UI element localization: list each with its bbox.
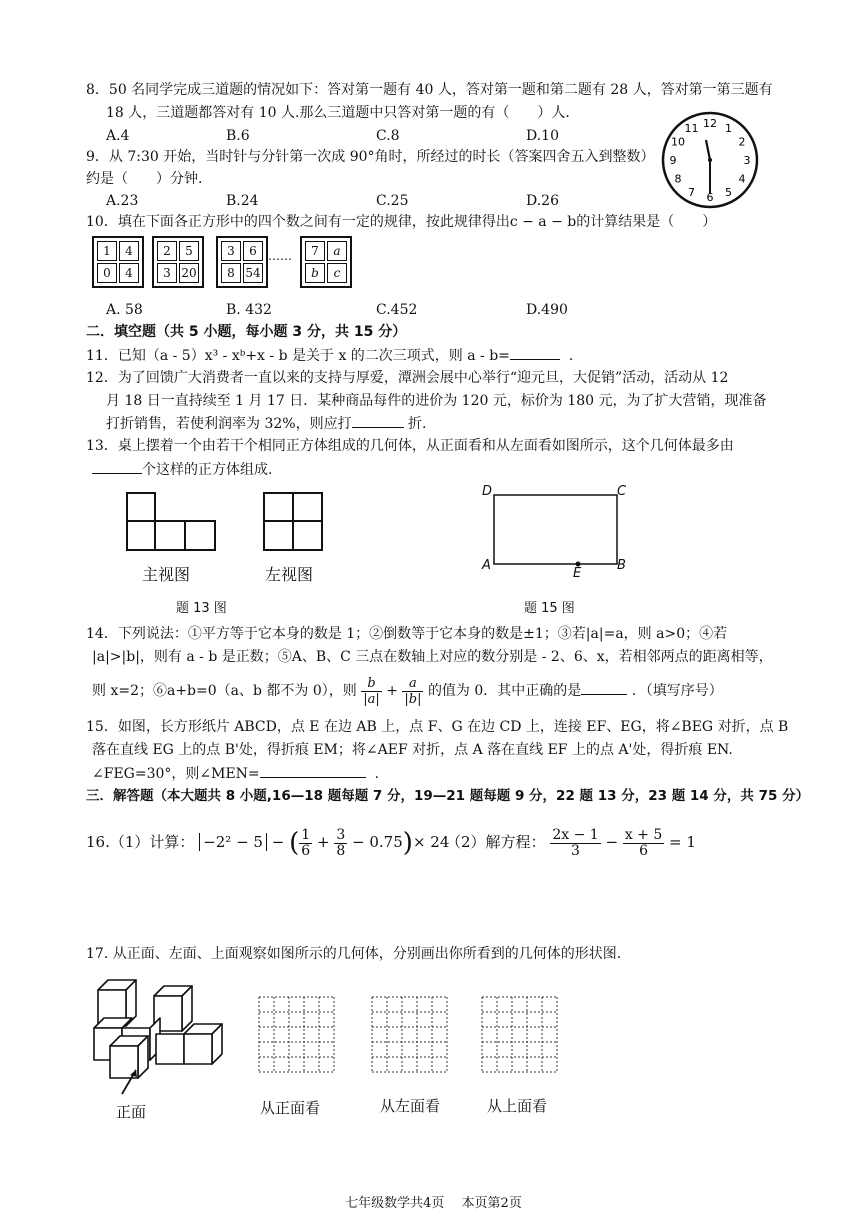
q10-line1: 10．填在下面各正方形中的四个数之间有一定的规律，按此规律得出c − a − b的计算结果是（ ） [86,214,717,230]
q12-line3-end: 折. [408,416,427,432]
fig15-label-b: B [617,558,626,573]
q17-grid-left-label: 从左面看 [380,1097,441,1115]
q10-square-cell: 7 [305,241,325,261]
q13-line2-text: 个这样的正方体组成. [142,462,273,478]
q8-option-b: B.6 [226,128,250,144]
q17-line1: 17. 从正面、左面、上面观察如图所示的几何体，分别画出你所看到的几何体的形状图. [86,946,622,962]
q10-option-d: D.490 [526,302,568,318]
q13-line2 [92,459,272,480]
q10-square-cell: 6 [243,241,263,261]
q14-answer-blank[interactable] [581,680,627,695]
q17-grid-top[interactable] [480,995,560,1075]
q16-eq-minus: − [605,833,619,851]
q16-eq-rhs: = 1 [669,833,696,851]
clock-number: 12 [703,117,717,130]
q15-line3-stem: ∠FEG=30°，则∠MEN= [92,766,260,782]
q13-front-view [126,492,218,552]
q17-grid-top-label: 从上面看 [487,1097,548,1115]
q16-part1-label: 16.（1）计算： [86,833,195,851]
q17-front-arrow-label: 正面 [116,1103,147,1121]
q17-grid-front[interactable] [257,995,337,1075]
q9-option-c: C.25 [376,193,409,209]
q13-figure-caption: 题 13 图 [176,601,227,616]
q15-rectangle-figure [480,480,630,590]
q10-square-cell: b [305,263,325,283]
q8-option-c: C.8 [376,128,400,144]
section-solve-heading: 三．解答题（本大题共 8 小题,16—18 题每题 7 分，19—21 题每题 9 分，22 题 13 分，23 题 14 分，共 75 分） [86,788,810,804]
q13-line1: 13．桌上摆着一个由若干个相同正方体组成的几何体，从正面看和从左面看如图所示，这个几何体最多由 [86,438,734,454]
q14-fraction-b-over-abs-a [361,676,382,707]
clock-number: 3 [743,154,751,167]
q8-option-a: A.4 [106,128,130,144]
q8-line1: 8．50 名同学完成三道题的情况如下：答对第一题有 40 人，答对第一题和第二题有 28 人，答对第一第三题有 [86,82,773,98]
q17-solid-figure [84,976,244,1096]
q10-square-cell: 3 [221,241,241,261]
q17-grid-front-label: 从正面看 [260,1099,321,1117]
q16-part2 [446,822,696,862]
section-fill-blank-heading: 二．填空题（共 5 小题，每小题 3 分，共 15 分） [86,324,407,340]
q11-end: . [568,348,574,364]
q15-line2: 落在直线 EG 上的点 B'处，得折痕 EM；将∠AEF 对折，点 A 落在直线 EF 上的点 A'处，得折痕 EN. [92,742,733,758]
clock-number: 9 [669,154,677,167]
page-footer: 七年级数学共4页 本页第2页 [345,1196,522,1211]
clock-number: 4 [738,172,746,186]
q15-line1: 15．如图，长方形纸片 ABCD，点 E 在边 AB 上，点 F、G 在边 CD 上，连接 EF、EG，将∠BEG 对折，点 B [86,719,789,735]
q10-square-cell: 4 [119,263,139,283]
q12-line2: 月 18 日一直持续至 1 月 17 日．某种商品每件的进价为 120 元，标价为 180 元，为了扩大营销，现准备 [106,393,767,409]
q9-option-b: B.24 [226,193,259,209]
q16-g2-numerator: x + 5 [624,826,663,843]
q9-line2: 约是（ ）分钟. [86,171,203,187]
q8-line2: 18 人，三道题都答对有 10 人.那么三道题中只答对第一题的有（ ）人. [106,105,570,121]
q16-minus: − [271,833,285,851]
q16-fraction-3-8 [334,828,347,859]
clock-number: 5 [725,186,732,199]
q13-answer-blank[interactable] [92,459,142,474]
q14-plus: + [386,683,398,699]
q10-option-a: A. 58 [106,302,143,318]
q14-line3-mid: 的值为 0．其中正确的是 [427,683,582,699]
q9-option-a: A.23 [106,193,139,209]
q16-abs-expression: −2² − 5 [199,833,267,851]
clock-number: 7 [688,186,695,199]
q8-option-d: D.10 [526,128,559,144]
q10-square [92,236,144,288]
fig15-label-d: D [482,484,493,499]
q12-answer-blank[interactable] [352,413,404,428]
q16-part2-label: （2）解方程： [446,833,546,851]
q12-line1: 12．为了回馈广大消费者一直以来的支持与厚爱，潭洲会展中心举行“迎元旦，大促销”活动，活动从 12 [86,370,729,386]
q16-part1 [86,822,449,863]
q16-g2-denominator: 6 [639,842,648,859]
q16-eq-fraction-2 [623,828,664,859]
q15-line3 [92,763,379,784]
q16-f1-denominator: 6 [301,842,311,859]
fig15-label-c: C [617,484,627,499]
q15-answer-blank[interactable] [260,763,366,778]
q10-square-cell: 54 [243,263,263,283]
q10-square-cell: 1 [97,241,117,261]
clock-number: 11 [684,122,699,135]
q16-g1-numerator: 2x − 1 [552,826,599,843]
q14-frac2-denominator: |b| [404,691,422,707]
clock-number: 1 [725,122,732,135]
q10-square-cell: 8 [221,263,241,283]
q11-answer-blank[interactable] [510,345,560,360]
q10-square-cell: 5 [179,241,199,261]
clock-number: 8 [674,172,682,186]
q10-square [152,236,204,288]
fig15-label-e: E [573,566,582,581]
q13-left-view [263,492,325,554]
q14-line3-stem: 则 x=2；⑥a+b=0（a、b 都不为 0），则 [92,683,357,699]
q14-frac1-numerator: b [361,676,382,692]
clock-number: 6 [706,191,714,204]
q16-g1-denominator: 3 [571,842,580,859]
q14-line2: |a|>|b|，则有 a - b 是正数；⑤A、B、C 三点在数轴上对应的数分别是 - 2、6、x，若相邻两点的距离相等， [92,649,773,665]
q16-eq-fraction-1 [550,828,600,859]
clock-number: 10 [671,135,685,149]
q10-option-c: C.452 [376,302,418,318]
q10-square-cell: 3 [157,263,177,283]
q10-square [300,236,352,288]
q16-plus: + [316,833,330,851]
q16-left-paren: ( [289,828,300,858]
q9-line1: 9．从 7:30 开始，当时针与分针第一次成 90°角时，所经过的时长（答案四舍五入到整数） [86,149,655,165]
q16-tail: − 0.75 [352,833,403,851]
q10-square [216,236,268,288]
q16-f1-numerator: 1 [301,826,311,843]
q16-f2-denominator: 8 [336,842,346,859]
q10-ellipsis: …… [268,249,292,263]
q14-line1: 14．下列说法：①平方等于它本身的数是 1；②倒数等于它本身的数是±1；③若|a|=a，则 a>0；④若 [86,626,728,642]
clock-number: 2 [738,135,746,149]
q14-frac2-numerator: a [402,676,423,692]
q10-square-cell: 20 [179,263,199,283]
q17-grid-left[interactable] [370,995,450,1075]
q9-option-d: D.26 [526,193,559,209]
q11-text [86,345,573,366]
q13-left-view-label: 左视图 [265,565,314,584]
q14-frac1-denominator: |a| [363,691,380,707]
q11-stem: 11．已知（a - 5）x³ - xᵇ+x - b 是关于 x 的二次三项式，则 a - b= [86,348,510,364]
q10-square-cell: a [327,241,347,261]
q13-front-view-label: 主视图 [142,565,191,584]
q16-f2-numerator: 3 [336,826,346,843]
clock-figure [660,110,760,210]
q14-fraction-a-over-abs-b [402,676,423,707]
q15-line3-end: . [374,766,380,782]
q12-line3-stem: 打折销售，若使利润率为 32%，则应打 [106,416,352,432]
q10-square-cell: c [327,263,347,283]
q16-times: × 24 [412,833,450,851]
q10-option-b: B. 432 [226,302,272,318]
q16-right-paren: ) [402,828,413,858]
q14-line3 [92,675,723,707]
q15-figure-caption: 题 15 图 [524,601,575,616]
q12-line3 [106,413,426,434]
q10-square-cell: 4 [119,241,139,261]
fig15-label-a: A [482,558,491,573]
q10-square-cell: 0 [97,263,117,283]
q16-fraction-1-6 [299,828,312,859]
q14-line3-end: ．（填写序号） [631,683,723,699]
q10-square-cell: 2 [157,241,177,261]
